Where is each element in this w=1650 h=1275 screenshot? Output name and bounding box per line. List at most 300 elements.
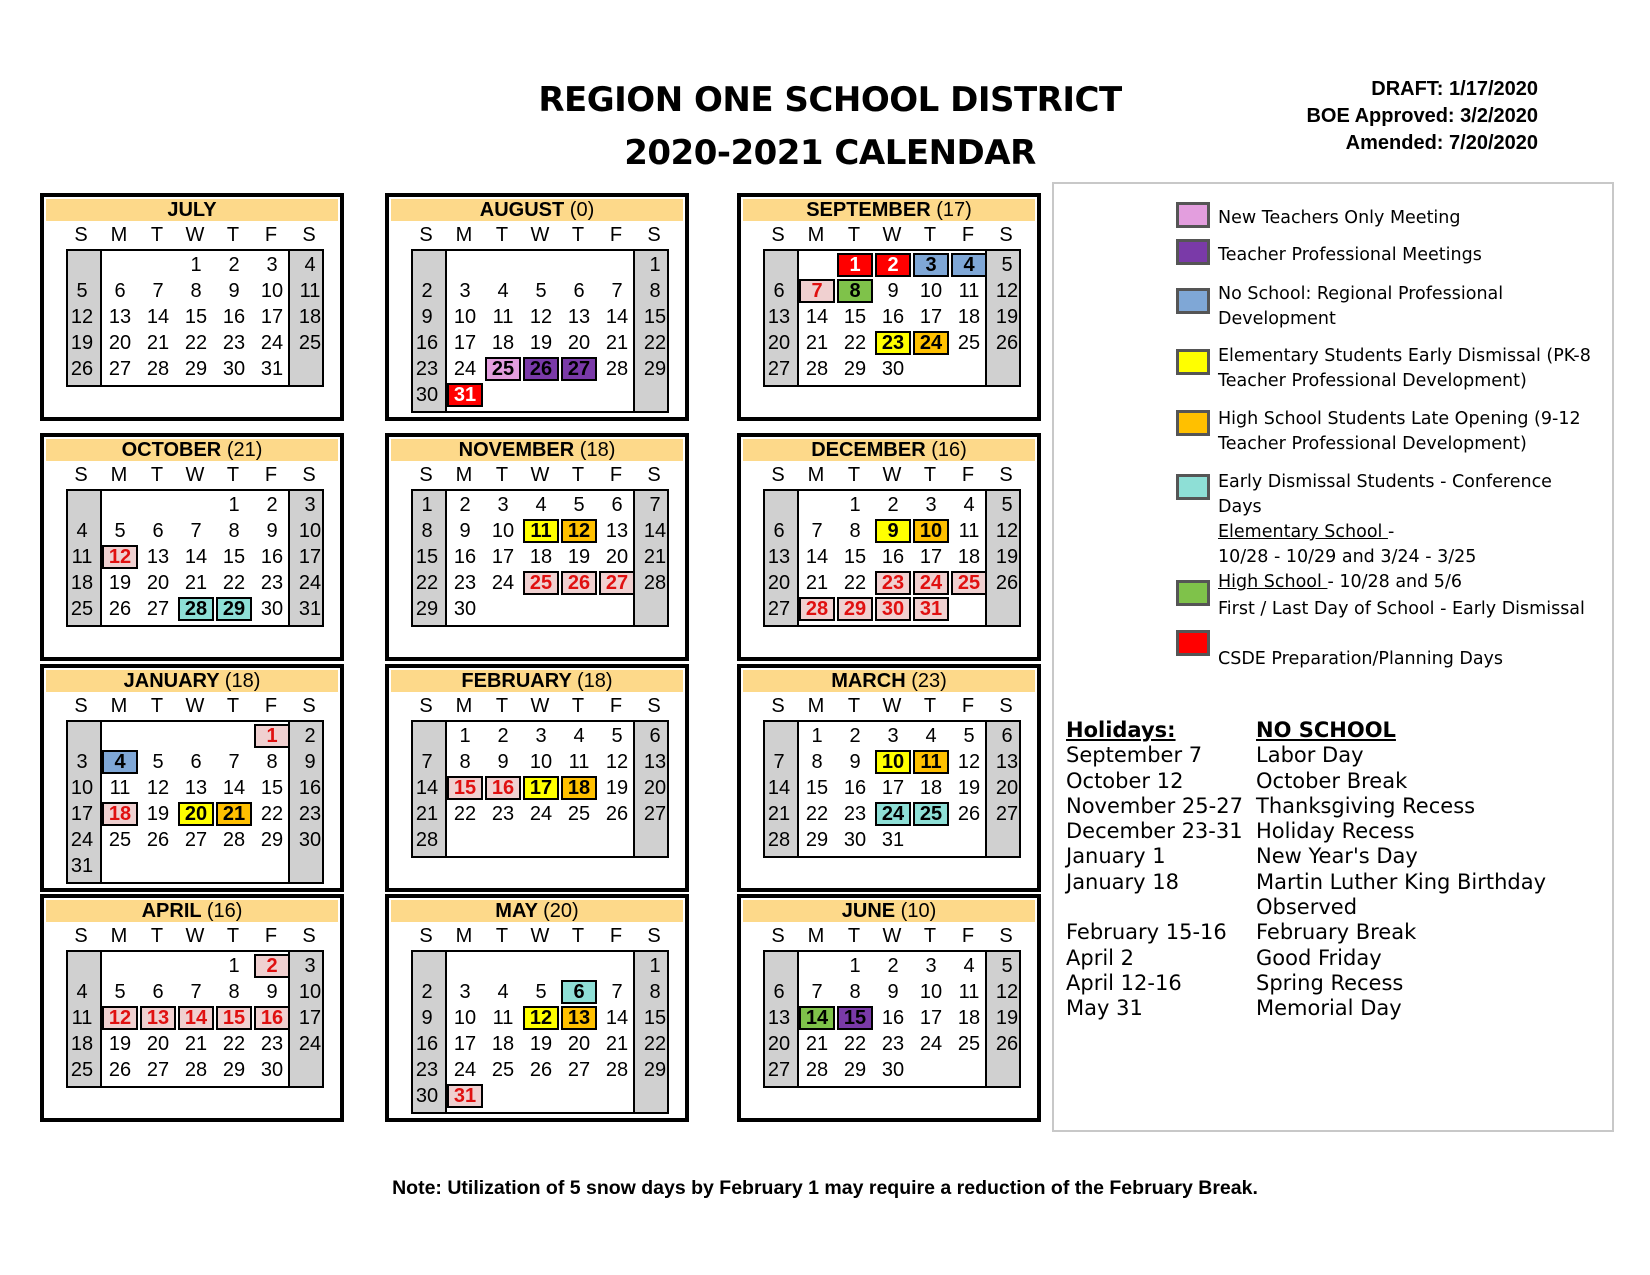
calendar-day: 19 — [529, 1033, 553, 1055]
weekday-label: T — [150, 925, 164, 947]
calendar-day: 26 — [957, 803, 981, 825]
month-header — [743, 199, 1035, 221]
calendar-day: 9 — [228, 280, 240, 302]
calendar-day-holiday: 30 — [875, 597, 911, 621]
calendar-day: 23 — [415, 358, 439, 380]
weekday-label: S — [74, 695, 88, 717]
calendar-day: 6 — [611, 494, 623, 516]
weekday-label: M — [807, 224, 825, 246]
month-day-count: (18) — [579, 439, 616, 461]
calendar-day: 17 — [298, 546, 322, 568]
calendar-day: 16 — [881, 1007, 905, 1029]
weekday-label: F — [264, 925, 278, 947]
weekday-label: F — [264, 695, 278, 717]
calendar-day: 10 — [260, 280, 284, 302]
calendar-day: 15 — [843, 306, 867, 328]
teacher-pd-swatch — [1176, 239, 1210, 265]
calendar-day: 28 — [222, 829, 246, 851]
calendar-day-elem-early-dismissal: 9 — [875, 519, 911, 543]
calendar-day: 26 — [108, 598, 132, 620]
legend-no-school-pd: No School: Regional Professional Development — [1218, 284, 1504, 329]
first-last-day-swatch — [1176, 580, 1210, 606]
calendar-day: 30 — [843, 829, 867, 851]
calendar-day: 29 — [184, 358, 208, 380]
calendar-day: 18 — [919, 777, 943, 799]
calendar-day: 8 — [649, 280, 661, 302]
calendar-day: 27 — [995, 803, 1019, 825]
calendar-day: 23 — [843, 803, 867, 825]
calendar-day-conference-days: 25 — [913, 802, 949, 826]
calendar-day: 10 — [70, 777, 94, 799]
calendar-day: 28 — [605, 1059, 629, 1081]
calendar-day: 16 — [298, 777, 322, 799]
conference-title: Early Dismissal Students - Conference Days — [1218, 472, 1552, 517]
weekday-label: F — [609, 224, 623, 246]
weekday-label: T — [847, 925, 861, 947]
calendar-day-conference-days: 28 — [178, 597, 214, 621]
calendar-day: 26 — [146, 829, 170, 851]
calendar-day-hs-late-opening: 10 — [913, 519, 949, 543]
calendar-day: 11 — [71, 1007, 93, 1029]
calendar-day: 20 — [108, 332, 132, 354]
calendar-day: 16 — [881, 306, 905, 328]
calendar-day: 6 — [649, 725, 661, 747]
calendar-day-holiday: 13 — [140, 1006, 176, 1030]
calendar-day-elem-early-dismissal: 10 — [875, 750, 911, 774]
calendar-day-elem-early-dismissal: 17 — [523, 776, 559, 800]
calendar-day-hs-late-opening: 13 — [561, 1006, 597, 1030]
calendar-day-first-last-day: 14 — [799, 1006, 835, 1030]
calendar-day-conference-days: 29 — [216, 597, 252, 621]
calendar-day: 13 — [605, 520, 629, 542]
weekday-label: F — [961, 464, 975, 486]
calendar-day: 17 — [491, 546, 515, 568]
calendar-day: 2 — [459, 494, 471, 516]
holidays-header-left: Holidays: — [1066, 718, 1176, 742]
calendar-day: 8 — [190, 280, 202, 302]
weekday-label: W — [185, 224, 205, 246]
weekday-label: T — [923, 464, 937, 486]
calendar-day-holiday: 31 — [447, 1084, 483, 1108]
calendar-day: 10 — [453, 1007, 477, 1029]
calendar-day: 2 — [849, 725, 861, 747]
calendar-day: 19 — [957, 777, 981, 799]
boe-approved-date: BOE Approved: 3/2/2020 — [1306, 105, 1538, 127]
approval-info — [1306, 76, 1538, 157]
holiday-date: February 15-16 — [1066, 920, 1227, 945]
calendar-day: 4 — [925, 725, 937, 747]
calendar-day: 14 — [184, 546, 208, 568]
month-name: MARCH — [831, 670, 906, 692]
calendar-day: 19 — [995, 306, 1019, 328]
calendar-day-hs-late-opening: 24 — [913, 331, 949, 355]
weekday-label: F — [609, 464, 623, 486]
calendar-day: 29 — [415, 598, 439, 620]
month-may — [385, 894, 689, 1122]
month-october — [40, 433, 344, 661]
calendar-day: 5 — [573, 494, 585, 516]
weekday-label: W — [882, 925, 902, 947]
calendar-day: 25 — [298, 332, 322, 354]
month-header — [743, 439, 1035, 461]
month-header — [46, 900, 338, 922]
weekday-label: M — [807, 464, 825, 486]
month-august — [385, 193, 689, 421]
calendar-day-holiday: 2 — [254, 954, 290, 978]
calendar-day-teacher-pd: 15 — [837, 1006, 873, 1030]
calendar-day: 11 — [958, 520, 980, 542]
calendar-day: 20 — [605, 546, 629, 568]
weekday-label: W — [530, 925, 550, 947]
weekday-label: F — [961, 224, 975, 246]
weekday-label: M — [807, 695, 825, 717]
calendar-day: 29 — [843, 358, 867, 380]
calendar-day: 6 — [1001, 725, 1013, 747]
calendar-day: 19 — [567, 546, 591, 568]
calendar-day: 5 — [1001, 494, 1013, 516]
calendar-day: 30 — [881, 1059, 905, 1081]
weekday-label: F — [264, 224, 278, 246]
calendar-day: 6 — [190, 751, 202, 773]
weekday-label: S — [302, 464, 316, 486]
calendar-day: 19 — [529, 332, 553, 354]
weekday-label: S — [647, 695, 661, 717]
calendar-day: 6 — [114, 280, 126, 302]
legend-hs-late-opening: High School Students Late Opening (9-12 Teacher Professional Development) — [1218, 409, 1581, 454]
calendar-day: 23 — [415, 1059, 439, 1081]
calendar-day: 17 — [881, 777, 905, 799]
calendar-day: 6 — [573, 280, 585, 302]
calendar-day: 3 — [304, 955, 316, 977]
month-july — [40, 193, 344, 421]
holiday-name: Labor Day — [1256, 743, 1364, 768]
conference-hs-label: High School — [1218, 572, 1328, 592]
calendar-day: 27 — [146, 1059, 170, 1081]
calendar-day: 27 — [643, 803, 667, 825]
legend-teacher-pd: Teacher Professional Meetings — [1218, 245, 1482, 265]
calendar-day: 12 — [995, 280, 1019, 302]
calendar-day: 25 — [957, 1033, 981, 1055]
calendar-day: 12 — [957, 751, 981, 773]
calendar-day: 20 — [643, 777, 667, 799]
calendar-day: 10 — [919, 280, 943, 302]
calendar-day: 26 — [995, 332, 1019, 354]
calendar-day: 15 — [260, 777, 284, 799]
weekday-label: S — [302, 925, 316, 947]
weekday-label: T — [226, 464, 240, 486]
calendar-day: 22 — [805, 803, 829, 825]
calendar-day: 14 — [605, 306, 629, 328]
no-school-pd-swatch — [1176, 288, 1210, 314]
calendar-day: 29 — [643, 1059, 667, 1081]
calendar-day: 30 — [222, 358, 246, 380]
calendar-day: 12 — [146, 777, 170, 799]
weekday-label: F — [264, 464, 278, 486]
calendar-day: 27 — [567, 1059, 591, 1081]
calendar-day-conference-days: 6 — [561, 980, 597, 1004]
calendar-day-csde-planning: 1 — [837, 253, 873, 277]
calendar-day: 1 — [421, 494, 433, 516]
weekday-label: T — [495, 925, 509, 947]
calendar-day: 30 — [260, 598, 284, 620]
calendar-day: 13 — [767, 1007, 791, 1029]
calendar-day: 18 — [70, 1033, 94, 1055]
weekday-label: M — [110, 695, 128, 717]
calendar-day: 13 — [146, 546, 170, 568]
calendar-day: 6 — [152, 981, 164, 1003]
calendar-day: 25 — [491, 1059, 515, 1081]
holiday-date: May 31 — [1066, 996, 1143, 1021]
calendar-day: 11 — [71, 546, 93, 568]
holiday-name: Memorial Day — [1256, 996, 1402, 1021]
calendar-day: 29 — [222, 1059, 246, 1081]
calendar-day: 20 — [767, 572, 791, 594]
holiday-date: April 2 — [1066, 945, 1135, 970]
calendar-day: 16 — [260, 546, 284, 568]
calendar-day: 6 — [773, 280, 785, 302]
weekday-label: T — [495, 464, 509, 486]
calendar-day: 22 — [222, 1033, 246, 1055]
month-header — [46, 670, 338, 692]
month-header — [391, 439, 683, 461]
calendar-day: 14 — [805, 306, 829, 328]
weekday-label: W — [882, 464, 902, 486]
holiday-name: New Year's Day — [1256, 844, 1418, 869]
calendar-day: 27 — [108, 358, 132, 380]
calendar-day: 24 — [298, 1033, 322, 1055]
calendar-day: 19 — [995, 546, 1019, 568]
calendar-day-elem-early-dismissal: 11 — [523, 519, 559, 543]
calendar-day: 16 — [881, 546, 905, 568]
calendar-day: 1 — [649, 254, 661, 276]
weekday-label: T — [571, 224, 585, 246]
calendar-day: 29 — [643, 358, 667, 380]
calendar-day: 18 — [491, 332, 515, 354]
month-september — [737, 193, 1041, 421]
calendar-day: 21 — [767, 803, 791, 825]
calendar-day: 22 — [843, 1033, 867, 1055]
calendar-day: 6 — [152, 520, 164, 542]
calendar-day: 8 — [459, 751, 471, 773]
month-header — [391, 670, 683, 692]
new-teachers-swatch — [1176, 202, 1210, 228]
weekday-label: T — [847, 224, 861, 246]
month-january — [40, 664, 344, 892]
weekday-label: S — [74, 224, 88, 246]
weekday-label: F — [609, 695, 623, 717]
weekday-label: W — [185, 925, 205, 947]
calendar-day: 25 — [70, 1059, 94, 1081]
calendar-day: 23 — [260, 572, 284, 594]
calendar-day-holiday: 31 — [913, 597, 949, 621]
calendar-day: 13 — [995, 751, 1019, 773]
calendar-day: 25 — [108, 829, 132, 851]
weekday-label: S — [419, 464, 433, 486]
calendar-day-elem-early-dismissal: 23 — [875, 331, 911, 355]
month-march — [737, 664, 1041, 892]
calendar-day: 7 — [773, 751, 785, 773]
calendar-day: 1 — [459, 725, 471, 747]
calendar-day: 28 — [605, 358, 629, 380]
calendar-day: 18 — [957, 546, 981, 568]
weekday-label: T — [495, 224, 509, 246]
month-day-count: (17) — [936, 199, 972, 221]
month-day-count: (10) — [900, 900, 937, 922]
calendar-day: 24 — [491, 572, 515, 594]
calendar-day: 23 — [491, 803, 515, 825]
calendar-day: 9 — [266, 520, 278, 542]
calendar-day: 1 — [228, 955, 240, 977]
calendar-day-elem-early-dismissal: 20 — [178, 802, 214, 826]
weekday-label: M — [807, 925, 825, 947]
calendar-day: 17 — [260, 306, 284, 328]
calendar-day: 13 — [567, 306, 591, 328]
amended-date: Amended: 7/20/2020 — [1345, 132, 1538, 154]
calendar-day: 8 — [228, 981, 240, 1003]
snow-days-note: Note: Utilization of 5 snow days by February 1 may require a reduction of the February Break. — [392, 1177, 1258, 1199]
month-name: JANUARY — [123, 670, 220, 692]
calendar-day: 10 — [529, 751, 553, 773]
calendar-day: 5 — [152, 751, 164, 773]
calendar-day: 18 — [529, 546, 553, 568]
calendar-day: 5 — [535, 280, 547, 302]
calendar-day: 21 — [184, 1033, 208, 1055]
calendar-day: 1 — [190, 254, 202, 276]
calendar-day-csde-planning: 2 — [875, 253, 911, 277]
calendar-day: 22 — [643, 1033, 667, 1055]
calendar-day: 3 — [925, 494, 937, 516]
calendar-day: 13 — [184, 777, 208, 799]
calendar-day: 30 — [453, 598, 477, 620]
calendar-day: 14 — [805, 546, 829, 568]
calendar-day: 12 — [995, 981, 1019, 1003]
weekday-label: S — [419, 925, 433, 947]
weekday-label: T — [571, 464, 585, 486]
weekday-label: S — [771, 464, 785, 486]
calendar-day: 12 — [529, 306, 553, 328]
calendar-day: 14 — [643, 520, 667, 542]
calendar-day: 31 — [260, 358, 284, 380]
month-day-count: (18) — [224, 670, 261, 692]
calendar-day: 26 — [605, 803, 629, 825]
weekday-label: T — [495, 695, 509, 717]
calendar-day: 21 — [805, 572, 829, 594]
calendar-day: 3 — [887, 725, 899, 747]
calendar-day: 8 — [849, 981, 861, 1003]
calendar-day: 12 — [995, 520, 1019, 542]
calendar-day-hs-late-opening: 11 — [913, 750, 949, 774]
calendar-day: 3 — [76, 751, 88, 773]
calendar-day: 19 — [605, 777, 629, 799]
calendar-day: 30 — [298, 829, 322, 851]
calendar-day: 12 — [70, 306, 94, 328]
calendar-day: 7 — [811, 981, 823, 1003]
calendar-day: 13 — [767, 546, 791, 568]
month-name: AUGUST — [479, 199, 565, 221]
holiday-name: Martin Luther King Birthday — [1256, 869, 1547, 894]
calendar-day: 27 — [146, 598, 170, 620]
calendar-day: 21 — [146, 332, 170, 354]
calendar-day: 23 — [298, 803, 322, 825]
calendar-day: 29 — [843, 1059, 867, 1081]
weekday-label: S — [771, 695, 785, 717]
calendar-day: 18 — [491, 1033, 515, 1055]
calendar-day: 14 — [146, 306, 170, 328]
calendar-day-holiday: 15 — [447, 776, 483, 800]
calendar-day: 28 — [146, 358, 170, 380]
weekday-label: T — [571, 695, 585, 717]
calendar-day: 15 — [843, 546, 867, 568]
weekday-label: M — [455, 925, 473, 947]
calendar-day-no-school-pd: 3 — [913, 253, 949, 277]
calendar-day: 20 — [767, 1033, 791, 1055]
calendar-day: 22 — [184, 332, 208, 354]
calendar-day-holiday: 25 — [951, 571, 987, 595]
calendar-day: 10 — [298, 520, 322, 542]
calendar-day: 6 — [773, 981, 785, 1003]
holiday-date: October 12 — [1066, 768, 1184, 793]
calendar-day: 11 — [958, 981, 980, 1003]
calendar-day-holiday: 7 — [799, 279, 835, 303]
month-december — [737, 433, 1041, 661]
calendar-day: 14 — [767, 777, 791, 799]
calendar-day: 5 — [535, 981, 547, 1003]
calendar-day-holiday: 12 — [102, 545, 138, 569]
calendar-day-holiday: 16 — [254, 1006, 290, 1030]
weekday-label: S — [999, 224, 1013, 246]
conference-elem-line — [1218, 520, 1598, 545]
weekday-label: F — [961, 695, 975, 717]
calendar-day: 15 — [643, 306, 667, 328]
calendar-day: 8 — [421, 520, 433, 542]
conference-elem-dash: - — [1387, 522, 1395, 542]
calendar-day: 24 — [453, 358, 477, 380]
calendar-day-holiday: 15 — [216, 1006, 252, 1030]
calendar-day-teacher-pd: 27 — [561, 357, 597, 381]
month-day-count: (21) — [226, 439, 263, 461]
calendar-day: 14 — [415, 777, 439, 799]
month-june — [737, 894, 1041, 1122]
calendar-day: 16 — [222, 306, 246, 328]
holiday-date: January 18 — [1066, 869, 1180, 894]
weekday-label: T — [150, 695, 164, 717]
calendar-day: 9 — [421, 1007, 433, 1029]
calendar-day: 17 — [919, 546, 943, 568]
calendar-day: 2 — [421, 280, 433, 302]
weekday-label: S — [74, 925, 88, 947]
weekday-label: W — [530, 224, 550, 246]
month-day-count: (16) — [206, 900, 243, 922]
calendar-day: 25 — [567, 803, 591, 825]
holiday-date: November 25-27 — [1066, 793, 1243, 818]
calendar-day: 16 — [415, 332, 439, 354]
calendar-day: 6 — [773, 520, 785, 542]
calendar-day: 9 — [497, 751, 509, 773]
weekday-label: M — [455, 464, 473, 486]
calendar-day: 13 — [108, 306, 132, 328]
calendar-day: 5 — [114, 981, 126, 1003]
calendar-day-holiday: 23 — [875, 571, 911, 595]
calendar-day: 17 — [919, 1007, 943, 1029]
calendar-day: 20 — [567, 332, 591, 354]
month-february — [385, 664, 689, 892]
calendar-day: 11 — [492, 306, 514, 328]
holiday-name: February Break — [1256, 920, 1417, 945]
calendar-day: 24 — [919, 1033, 943, 1055]
calendar-day: 1 — [228, 494, 240, 516]
calendar-day: 5 — [611, 725, 623, 747]
calendar-day: 25 — [70, 598, 94, 620]
